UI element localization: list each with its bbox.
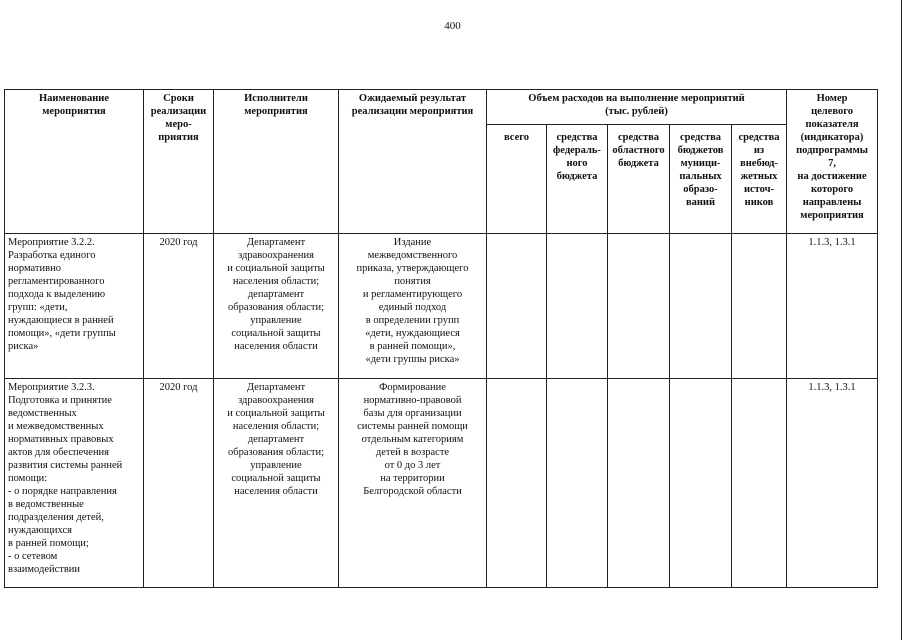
header-federal: средства федераль- ного бюджета [547,125,608,234]
header-executors: Исполнители мероприятия [214,90,339,234]
cell-result: Формирование нормативно-правовой базы для организации системы ранней помощи отдельным категориям детей в возрасте от 0 до 3 лет на территории Белгородской области [339,379,487,588]
cell-executors: Департамент здравоохранения и социальной защиты населения области; департамент образования области; управление социальной защиты населения области [214,379,339,588]
cell-municipal [670,234,732,379]
header-regional: средства областного бюджета [608,125,670,234]
cell-result: Издание межведомственного приказа, утверждающего понятия и регламентирующего единый подход в определении групп «дети, нуждающиеся в ранней помощи», «дети группы риска» [339,234,487,379]
cell-extrabudget [732,234,787,379]
header-name: Наименование мероприятия [5,90,144,234]
cell-extrabudget [732,379,787,588]
cell-regional [608,234,670,379]
cell-federal [547,234,608,379]
cell-terms: 2020 год [144,234,214,379]
table-row [5,379,878,588]
header-terms: Сроки реализации меро- приятия [144,90,214,234]
cell-name: Мероприятие 3.2.3. Подготовка и принятие ведомственных и межведомственных нормативных правовых актов для обеспечения развития системы ранней помощи: - о порядке направления в ведомственные подразделения детей, нуждающихся в ранней помощи; - о сетевом взаимодействии [5,379,144,588]
cell-municipal [670,379,732,588]
header-result: Ожидаемый результат реализации мероприятия [339,90,487,234]
header-total: всего [487,125,547,234]
cell-indicator: 1.1.3, 1.3.1 [787,234,878,379]
cell-total [487,379,547,588]
header-expenses: Объем расходов на выполнение мероприятий (тыс. рублей) [487,90,787,125]
header-extrabudget: средства из внебюд- жетных источ- ников [732,125,787,234]
table-row [5,234,878,379]
cell-executors: Департамент здравоохранения и социальной защиты населения области; департамент образования области; управление социальной защиты населения области [214,234,339,379]
cell-name: Мероприятие 3.2.2. Разработка единого нормативно регламентированного подхода к выделению групп: «дети, нуждающиеся в ранней помощи», «дети группы риска» [5,234,144,379]
cell-regional [608,379,670,588]
header-municipal: средства бюджетов муници- пальных образо- ваний [670,125,732,234]
page-number: 400 [444,20,461,32]
cell-indicator: 1.1.3, 1.3.1 [787,379,878,588]
header-indicator: Номер целевого показателя (индикатора) подпрограммы 7, на достижение которого направлены мероприятия [787,90,878,234]
cell-total [487,234,547,379]
header-row-1 [5,90,878,125]
cell-terms: 2020 год [144,379,214,588]
cell-federal [547,379,608,588]
activities-table [4,89,878,588]
page-edge-line [901,0,902,640]
